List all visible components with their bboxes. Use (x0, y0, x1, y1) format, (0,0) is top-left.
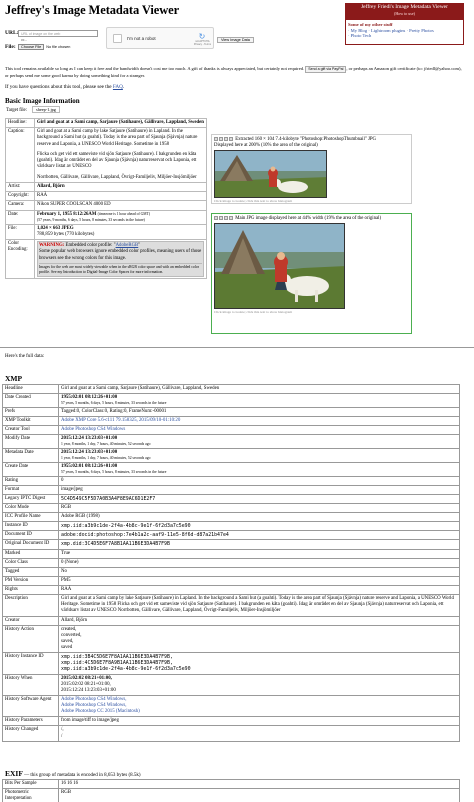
target-file-label: Target file: (6, 108, 28, 113)
xmp-key: Legacy IPTC Digest (3, 494, 59, 503)
xmp-value: xmp.iid:3B4C5D6E7F8A1AA11B6E3DA4B7F9B, (61, 654, 173, 661)
camera-value: Nikon SUPER COOLSCAN 4000 ED (35, 201, 207, 210)
color-encoding-value (35, 240, 207, 279)
row-key: Artist: (6, 182, 35, 191)
table-row (6, 224, 207, 239)
xmp-value: xmp.iid:a3b9c1de-2f4a-4b8c-9e1f-6f2d3a7c5e90 (61, 666, 191, 673)
file-size: 788,859 bytes (770 kilobytes) (37, 231, 95, 237)
row-key: Color Encoding: (6, 240, 35, 279)
exif-key: Bits Per Sample (3, 780, 59, 789)
table-row (3, 726, 460, 741)
xmp-key: Date Created (3, 394, 59, 408)
row-key: Caption: (6, 128, 35, 183)
table-row (6, 182, 207, 191)
xmp-key: Original Document ID (3, 540, 59, 549)
basic-info-table (5, 118, 207, 279)
xmp-key: Creator Tool (3, 426, 59, 435)
side-title-box (345, 3, 464, 19)
xmp-key: Headline (3, 385, 59, 394)
table-row (6, 240, 207, 279)
notice-text-1: This tool remains available so long as I can keep it free and the bandwidth doesn't cost me too much. A gift of thanks is always appreciated, but certainly not required. (5, 66, 305, 71)
table-row (3, 426, 460, 435)
xmp-value: / (61, 733, 63, 739)
xmp-key: History Parameters (3, 717, 59, 726)
xmp-value: No (59, 567, 460, 576)
xmp-value: xmp.did:3C4D5E6F7A8B1AA11B6E3DA4B7F9B (59, 540, 460, 549)
artist-value: Allard, Björn (35, 182, 207, 191)
xmp-key: Description (3, 595, 59, 616)
table-row (6, 210, 207, 224)
divider (0, 347, 474, 348)
row-key: Camera: (6, 201, 35, 210)
table-row (3, 476, 460, 485)
other-stuff-link-2[interactable]: · Photo Tech (348, 33, 372, 39)
warning-small: Images for the web are most widely viewable when in the sRGB color space and with an embedded color profile. See my Introduction to Digital-Image Color Spaces for more information. (39, 263, 202, 275)
xmp-value: Tagged:0, ColorClass:0, Rating:0, FrameNum:-00001 (59, 407, 460, 416)
xmp-value: created, (61, 626, 77, 632)
row-key: Date: (6, 210, 35, 224)
no-file-text: No file chosen (46, 44, 71, 49)
captcha-label: I'm not a robot (127, 36, 156, 41)
how-to-use-link[interactable]: (How to use) (394, 10, 415, 16)
other-stuff-box (345, 19, 464, 45)
donation-notice (5, 66, 465, 79)
table-row (3, 385, 460, 394)
captcha-brand: reCAPTCHA (195, 39, 210, 43)
caption-en: Girl and goat at a Sami camp by lake Satjaure (Satihaure) in Lapland. In the background a Sami hut (a goahti). Today is the area part of Sjaunja (Sjávnja) nature reserve and Laponia, a UNESCO World Heritage. Sometime in 1958 (37, 129, 198, 147)
xmp-value: Allard, Björn (59, 616, 460, 625)
xmp-key: Create Date (3, 462, 59, 476)
full-data-intro: Here's the full data: (5, 354, 45, 359)
xmp-value: converted, (61, 632, 82, 638)
table-row (3, 407, 460, 416)
zoom-icon[interactable] (214, 137, 218, 141)
xmp-key: Document ID (3, 531, 59, 540)
table-row (3, 522, 460, 531)
xmp-key: Metadata Date (3, 449, 59, 463)
zoom-in-icon[interactable] (219, 137, 223, 141)
row-key: Copyright: (6, 192, 35, 201)
file-picker[interactable] (18, 44, 70, 50)
xmp-value: from image/tiff to image/jpeg (59, 717, 460, 726)
xmp-value-link: Adobe Photoshop CC 2015 (Macintosh) (61, 709, 140, 715)
other-stuff-heading: Some of my other stuff (348, 22, 393, 27)
warning-text: Embedded color profile: " (65, 243, 116, 249)
table-row (3, 449, 460, 463)
faq-post: . (122, 84, 125, 90)
main-image-caption (214, 216, 409, 222)
exif-value: RGB (59, 789, 460, 802)
paypal-button[interactable]: Send a gift via PayPal (305, 66, 346, 73)
warning-body: Some popular web browsers ignore embedded color profiles, meaning users of those browsers see the wrong colors for this image. (39, 249, 202, 261)
xmp-key: Rights (3, 586, 59, 595)
main-photo-svg (215, 224, 345, 309)
xmp-key: Color Class (3, 558, 59, 567)
table-row (3, 394, 460, 408)
target-file-value: sheep-1.jpg (32, 106, 60, 113)
xmp-value-link: Adobe Photoshop CS4 Windows, (61, 696, 127, 702)
xmp-value: 2015:12:24 13:23:03+01:00 (61, 687, 116, 693)
xmp-relative: 1 year, 8 months, 1 day, 7 hours, 40 minutes, 52 seconds ago (61, 456, 151, 461)
table-row (6, 128, 207, 183)
date-main: February 1, 1955 8:12:26AM (37, 211, 97, 217)
page-title: Jeffrey's Image Metadata Viewer (5, 3, 180, 17)
color-warning (37, 241, 204, 277)
table-row (3, 435, 460, 449)
row-key: File: (6, 224, 35, 239)
file-dims: 1,024 × 663 JPEG (37, 225, 74, 231)
xmp-value: 0 (None) (59, 558, 460, 567)
xmp-key: Modify Date (3, 435, 59, 449)
table-row (3, 513, 460, 522)
xmp-key: Prefs (3, 407, 59, 416)
table-row (6, 119, 207, 128)
url-input[interactable]: URL of image on the web (18, 30, 98, 37)
exif-key: Photometric Interpretation (3, 789, 59, 802)
table-row (3, 549, 460, 558)
xmp-value: saved (61, 645, 73, 650)
xmp-key: Creator (3, 616, 59, 625)
histogram-icon[interactable] (229, 137, 233, 141)
date-relative: (57 years, 9 months, 6 days, 5 hours, 8 minutes, 33 seconds in the future) (37, 217, 145, 222)
target-file (6, 107, 60, 114)
xmp-value: Adobe RGB (1998) (59, 513, 460, 522)
xmp-value-link: Adobe Photoshop CS4 Windows, (61, 703, 127, 708)
table-row (3, 625, 460, 653)
lookup-form (5, 28, 107, 52)
table-row (3, 494, 460, 503)
xmp-value: RAÄ (59, 586, 460, 595)
table-row (3, 531, 460, 540)
side-title: Jeffrey Friedl's Image Metadata Viewer (361, 4, 448, 10)
thumbnail-image[interactable] (214, 150, 327, 198)
xmp-key: Instance ID (3, 522, 59, 531)
table-row (3, 653, 460, 674)
table-row (3, 485, 460, 494)
file-value (35, 224, 207, 239)
exif-heading: EXIF (5, 769, 23, 778)
xmp-table (2, 384, 460, 742)
exif-heading-line (5, 769, 141, 779)
table-row (3, 695, 460, 716)
date-value (35, 210, 207, 224)
xmp-value: 1955:02:01 08:12:26+01:00 (61, 395, 118, 401)
recaptcha-logo-icon: ↻ (198, 32, 206, 41)
xmp-value: 2015:12:24 13:23:03+01:00 (61, 450, 118, 455)
exif-table (2, 779, 460, 802)
xmp-value: 2015:02:02 08:21+01:00, (61, 675, 112, 681)
xmp-value: /, (61, 727, 64, 733)
other-stuff-link-1[interactable]: · My Blog · Lightroom plugins · Pretty Photos (348, 27, 434, 33)
exif-value: 16 16 16 (59, 780, 460, 789)
xmp-value: 2015:02:02 08:21+01:00, (61, 681, 111, 687)
captcha-checkbox[interactable] (113, 34, 122, 43)
table-row (3, 616, 460, 625)
table-row (3, 503, 460, 512)
table-row (3, 780, 460, 789)
xmp-value: 0 (59, 476, 460, 485)
table-row (3, 417, 460, 426)
xmp-relative: 57 years, 5 months, 6 days, 5 hours, 8 minutes, 33 seconds in the future (61, 469, 167, 474)
xmp-key: ICC Profile Name (3, 513, 59, 522)
exif-note: — this group of metadata is encoded in 8,653 bytes (8.5k) (24, 773, 141, 778)
xmp-heading: XMP (5, 374, 23, 383)
or-text: or... (21, 37, 28, 42)
xmp-key: History When (3, 674, 59, 695)
choose-file-button[interactable]: Choose File (18, 44, 44, 50)
table-row (3, 586, 460, 595)
main-image-box (211, 213, 412, 334)
xmp-key: History Software Agent (3, 695, 59, 716)
zoom-out-icon[interactable] (224, 137, 228, 141)
file-label: File: (5, 43, 16, 50)
captcha-terms (194, 40, 211, 46)
xmp-value: RGB (59, 503, 460, 512)
table-row (3, 717, 460, 726)
xmp-value: image/jpeg (59, 485, 460, 494)
thumbnail-caption-text-2: Displayed here at 200% (10% the area of the original) (214, 143, 318, 149)
view-image-data-button[interactable]: View Image Data (217, 37, 254, 43)
xmp-key: Tagged (3, 567, 59, 576)
table-row (3, 595, 460, 616)
xmp-key: Color Mode (3, 503, 59, 512)
xmp-value: Girl and goat at a Sami camp, Sarjaure (Satihaure), Gällivare, Lappland, Sweden (59, 385, 460, 394)
table-row (3, 567, 460, 576)
recaptcha-widget (106, 27, 214, 49)
thumbnail-caption-text: Extracted 160 × 104 7.4-kilobyte "Photoshop:PhotoshopThumbnail" JPG (235, 137, 376, 143)
xmp-value: xmp.iid:4C5D6E7F8A9B1AA11B6E3DA4B7F9B, (61, 660, 173, 667)
table-row (3, 576, 460, 585)
main-image-footer[interactable]: Click image to isolate; click this text to show histogram (214, 310, 293, 315)
xmp-key: Marked (3, 549, 59, 558)
xmp-value-link: Adobe XMP Core 5.6-c111 79.158325, 2015/09/10-01:10:20 (59, 417, 460, 426)
xmp-key: Rating (3, 476, 59, 485)
url-label: URL: (5, 29, 19, 36)
xmp-key: XMP Toolkit (3, 417, 59, 426)
thumbnail-caption (214, 137, 409, 149)
table-row (3, 674, 460, 695)
row-key: Headline: (6, 119, 35, 128)
table-row (6, 201, 207, 210)
thumbnail-footer[interactable]: Click image to isolate; click this text to show histogram (214, 199, 293, 204)
faq-link[interactable]: FAQ (112, 84, 123, 90)
table-row (3, 789, 460, 802)
notice-text-2: , or perhaps an Amazon gift certificate (to: jfriedl@yahoo.com), or perhaps send me some good karma by doing something kind for a stranger. (5, 66, 462, 79)
captcha-terms-text: Privacy - Terms (193, 42, 211, 46)
histogram-icon[interactable] (229, 216, 233, 220)
date-tz: (timezone is 1 hour ahead of GMT) (97, 211, 151, 216)
xmp-key: Format (3, 485, 59, 494)
adobergb-link[interactable]: AdobeRGB (115, 243, 139, 249)
warning-text-end: " (138, 243, 141, 249)
warning-label: WARNING: (39, 243, 65, 249)
xmp-value: adobe:docid:photoshop:7e4b1a2c-aaf9-11e5-8f6d-d87a21b47e4 (59, 531, 460, 540)
caption-keywords: Norrbotten, Gällivare, Gällivare, Lappland, Övrigt-Familjeliv, Miljöer-Insjömiljöer (37, 174, 197, 180)
table-row (3, 558, 460, 567)
xmp-value: 5C4D549C5F5D7A0B3A4F8E9AC6D1E2F7 (59, 494, 460, 503)
xmp-value: 1955:02:01 08:12:26+01:00 (61, 463, 118, 469)
xmp-key: History Instance ID (3, 653, 59, 674)
xmp-relative: 1 year, 8 months, 1 day, 7 hours, 40 minutes, 52 seconds ago (61, 442, 151, 447)
zoom-in-icon[interactable] (219, 216, 223, 220)
xmp-value: xmp.iid:a3b9c1de-2f4a-4b8c-9e1f-6f2d3a7c5e90 (59, 522, 460, 531)
headline-value: Girl and goat at a Sami camp, Sarjaure (Satihaure), Gällivare, Lappland, Sweden (35, 119, 207, 128)
thumbnail-box (211, 134, 412, 204)
xmp-key: PM Version (3, 576, 59, 585)
xmp-value: Girl and goat at a Sami camp by lake Satjaure (Satihaure) in Lapland. In the background a Sami hut (a goahti). Today is the area part of Sjaunja (Sjávnja) nature reserve and Laponia, a UNESCO World Heritage. Sometime in 1958 Flicka och get vid ett sameviste vid sjön Satjaure (Satihaure). I bakgrunden en kåta (goahti). Idag är området en del av Sjaunja (Sjávnja) naturreservat och Laponia, ett världsarv listat av UNESCO Norrbotten, Gällivare, Gällivare, Lappland, Övrigt-Familjeliv, Miljöer-Insjömiljöer (59, 595, 460, 616)
main-image-caption-text: Main JPG image displayed here at 44% width (19% the area of the original) (235, 216, 382, 222)
caption-value (35, 128, 207, 183)
xmp-value: 2015:12:24 13:23:03+01:00 (61, 436, 118, 442)
xmp-key: History Changed (3, 726, 59, 741)
thumbnail-photo-svg (215, 151, 327, 198)
xmp-value: PM5 (59, 576, 460, 585)
xmp-value-link: Adobe Photoshop CS4 Windows (59, 426, 460, 435)
xmp-key: History Action (3, 625, 59, 653)
copyright-value: RAÄ (35, 192, 207, 201)
faq-pre: If you have questions about this tool, please see the (5, 84, 113, 90)
zoom-icon[interactable] (214, 216, 218, 220)
caption-sv: Flicka och get vid ett sameviste vid sjön Satjaure (Satihaure). I bakgrunden en kåta (goahti). Idag är området en del av Sjaunja (Sjávnja) naturreservat och Laponia, ett världsarv listat av UNESCO (37, 151, 197, 170)
main-image[interactable] (214, 223, 345, 309)
table-row (3, 462, 460, 476)
xmp-relative: 57 years, 5 months, 6 days, 5 hours, 8 minutes, 33 seconds in the future (61, 401, 167, 406)
zoom-out-icon[interactable] (224, 216, 228, 220)
table-row (6, 192, 207, 201)
basic-info-heading: Basic Image Information (5, 97, 80, 105)
table-row (3, 540, 460, 549)
xmp-value: saved, (61, 638, 74, 644)
xmp-value: True (59, 549, 460, 558)
faq-line (5, 84, 124, 91)
